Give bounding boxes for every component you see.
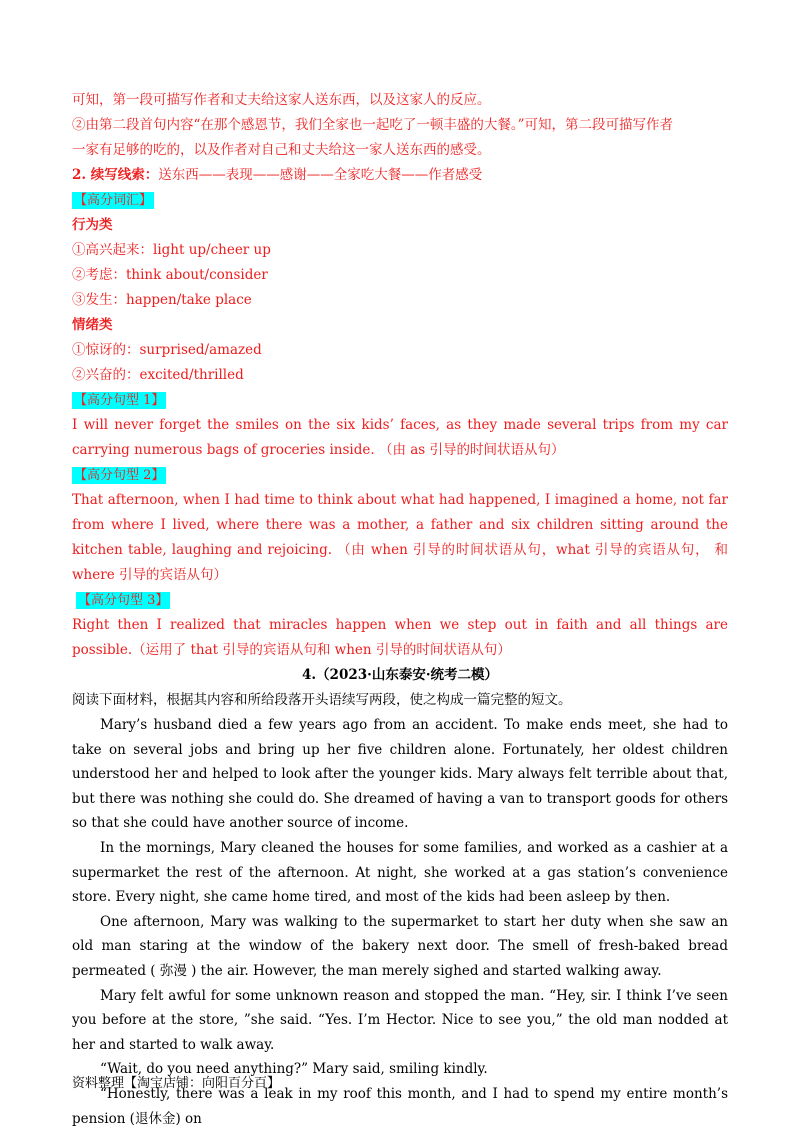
story-paragraph: Mary’s husband died a few years ago from an accident. To make ends meet, she had to take on several jobs and bring up her five children alone. Fortunately, her oldest children understood her and helped to look after the younger kids. Mary always felt terrible about that, but there was nothing she could do. She dreamed of having a van to transport goods for others so that she could have another source of income. xyxy=(72,717,728,832)
story-paragraph: One afternoon, Mary was walking to the supermarket to start her duty when she saw an old man staring at the window of the bakery next door. The smell of fresh-baked bread permeated ( 弥漫 ) the air. However, the man merely sighed and started walking away. xyxy=(72,913,728,979)
story-paragraph: Mary felt awful for some unknown reason and stopped the man. “Hey, sir. I think I’ve seen you before at the store, ”she said. “Yes. I’m Hector. Nice to see you,” the old man nodded at her and started to walk away. xyxy=(72,987,728,1053)
vocab-item: ②兴奋的：excited/thrilled xyxy=(72,367,244,383)
document-body xyxy=(72,88,728,1131)
sentence-tag-3: 【高分句型 3】 xyxy=(78,593,169,608)
analysis-line-2: ②由第二段首句内容“在那个感恩节，我们全家也一起吃了一顿丰盛的大餐。”可知，第二段可描写作者 xyxy=(72,117,674,133)
sentence-tag-1: 【高分句型 1】 xyxy=(74,393,165,408)
analysis-line-1: 可知，第一段可描写作者和丈夫给这家人送东西，以及这家人的反应。 xyxy=(72,92,491,108)
question-heading: 4.（2023·山东泰安·统考二模） xyxy=(301,667,499,683)
writing-clue-label: 2. 续写线索： xyxy=(72,167,159,183)
category-emotion: 情绪类 xyxy=(72,317,113,333)
story-paragraph: “Wait, do you need anything?” Mary said, smiling kindly. xyxy=(100,1061,488,1078)
story-paragraph: In the mornings, Mary cleaned the houses for some families, and worked as a cashier at a supermarket the rest of the afternoon. At night, she worked at a gas station’s convenience store. Every night, she came home tired, and most of the kids had been asleep by then. xyxy=(72,839,728,906)
vocab-item: ③发生：happen/take place xyxy=(72,292,252,308)
story-paragraph: “Honestly, there was a leak in my roof this month, and I had to spend my entire month’s pension (退休金) on xyxy=(72,1085,728,1127)
vocab-item: ②考虑：think about/consider xyxy=(72,267,268,283)
question-instruction: 阅读下面材料，根据其内容和所给段落开头语续写两段，使之构成一篇完整的短文。 xyxy=(72,692,572,708)
page-footer: 资料整理【淘宝店铺：向阳百分百】 xyxy=(72,1076,281,1091)
analysis-line-3: 一家有足够的吃的，以及作者对自己和丈夫给这一家人送东西的感受。 xyxy=(72,142,491,158)
sentence-pattern-3: Right then I realized that miracles happen when we step out in faith and all things are possible.（运用了 that 引导的宾语从句和 when 引导的时间状语从句） xyxy=(72,617,728,658)
vocab-item: ①惊讶的：surprised/amazed xyxy=(72,342,262,358)
vocab-item: ①高兴起来：light up/cheer up xyxy=(72,242,271,258)
sentence-pattern-1: I will never forget the smiles on the six kids’ faces, as they made several trips from my car carrying numerous bags of groceries inside. （由 as 引导的时间状语从句） xyxy=(72,417,728,458)
sentence-tag-2: 【高分句型 2】 xyxy=(74,468,165,483)
sentence-pattern-2: That afternoon, when I had time to think about what had happened, I imagined a home, not far from where I lived, where there was a mother, a father and six children sitting around the kitchen table, laughing and rejoicing. （由 when 引导的时间状语从句，what 引导的宾语从句， 和 where 引导的宾语从句） xyxy=(72,492,728,583)
vocab-tag: 【高分词汇】 xyxy=(74,193,153,208)
category-behavior: 行为类 xyxy=(72,217,113,233)
writing-clue-text: 送东西——表现——感谢——全家吃大餐——作者感受 xyxy=(158,167,483,183)
writing-clue xyxy=(72,163,728,188)
